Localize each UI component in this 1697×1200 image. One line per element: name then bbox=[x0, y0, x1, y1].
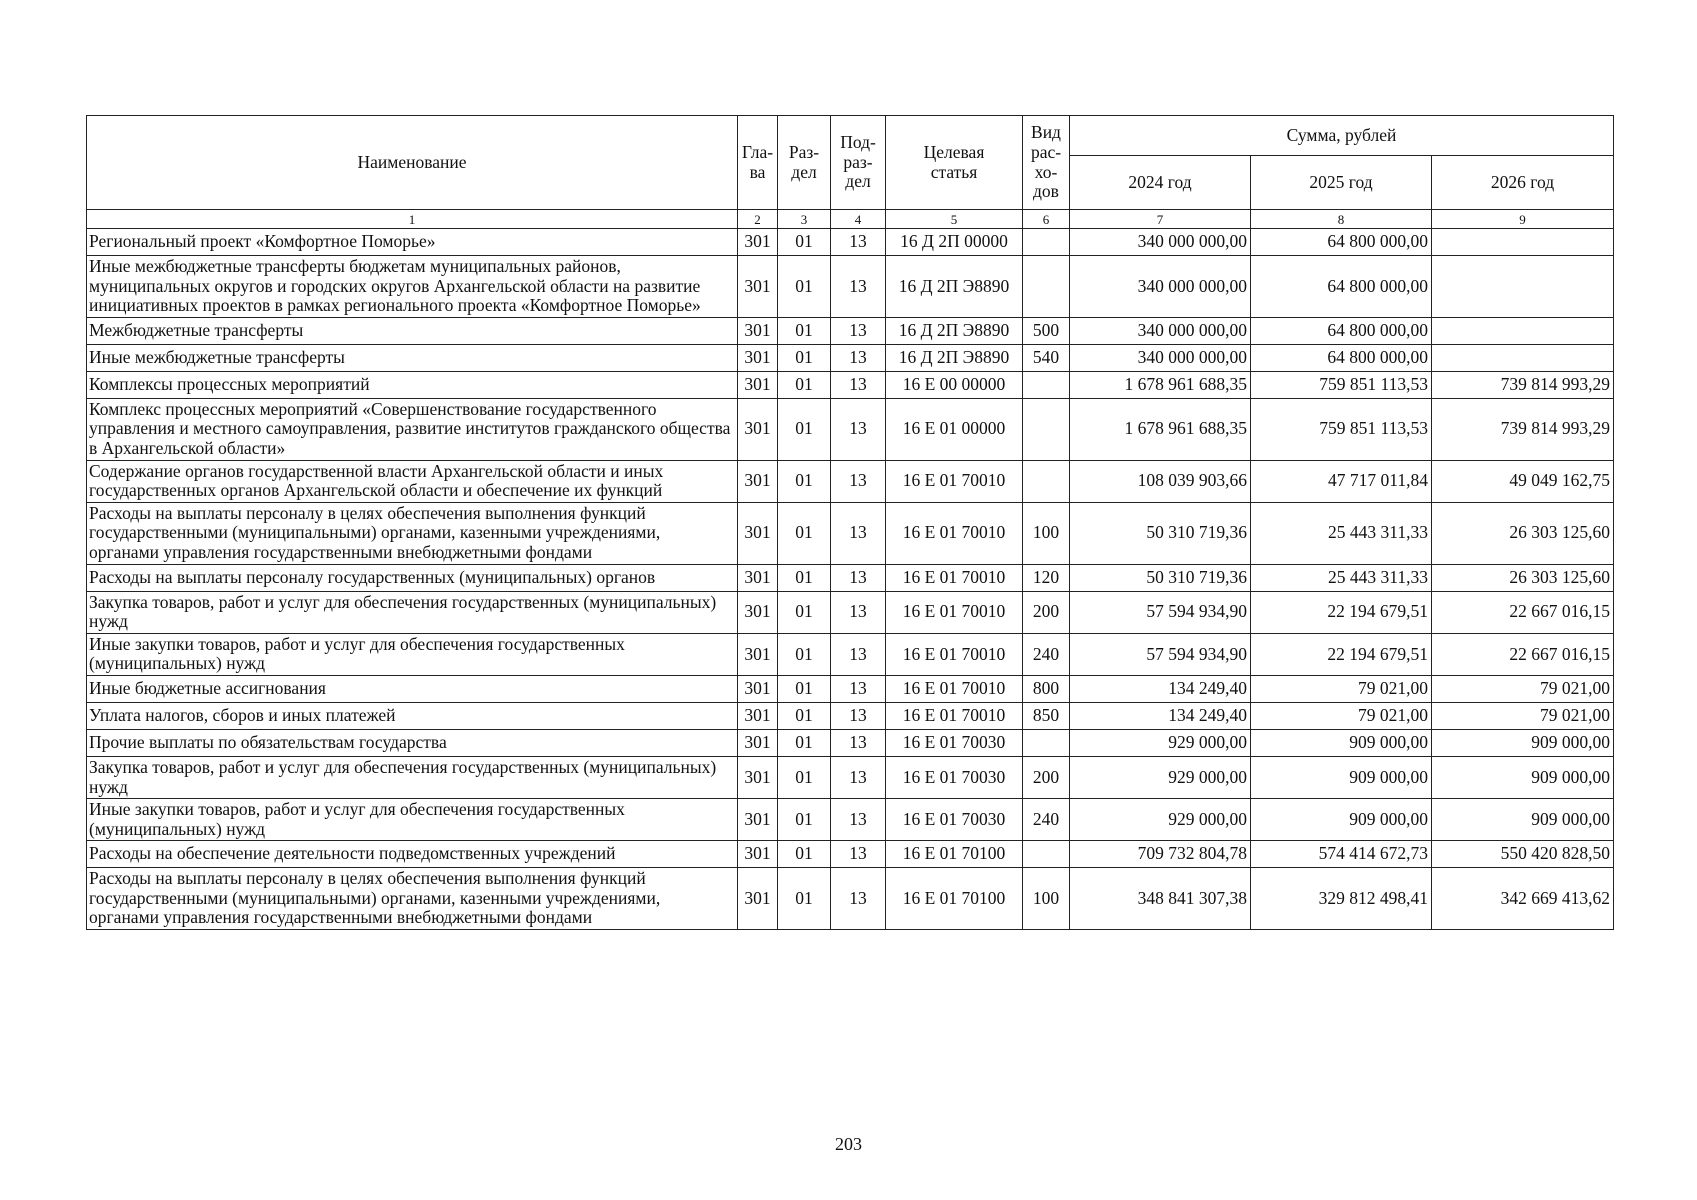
row-amount-2025: 909 000,00 bbox=[1251, 729, 1432, 756]
row-amount-2024: 929 000,00 bbox=[1070, 729, 1251, 756]
row-amount-2024: 108 039 903,66 bbox=[1070, 460, 1251, 502]
row-amount-2025: 79 021,00 bbox=[1251, 702, 1432, 729]
row-amount-2025: 909 000,00 bbox=[1251, 756, 1432, 798]
row-subsection: 13 bbox=[831, 633, 886, 675]
row-section: 01 bbox=[778, 371, 831, 398]
row-section: 01 bbox=[778, 502, 831, 564]
row-amount-2025: 329 812 498,41 bbox=[1251, 868, 1432, 930]
row-chapter: 301 bbox=[738, 633, 778, 675]
row-expense-type: 100 bbox=[1023, 868, 1070, 930]
row-name: Уплата налогов, сборов и иных платежей bbox=[87, 702, 738, 729]
row-expense-type: 200 bbox=[1023, 591, 1070, 633]
row-expense-type: 800 bbox=[1023, 675, 1070, 702]
row-amount-2024: 57 594 934,90 bbox=[1070, 633, 1251, 675]
row-section: 01 bbox=[778, 398, 831, 460]
row-amount-2026: 79 021,00 bbox=[1432, 702, 1614, 729]
row-target-code: 16 Е 01 70010 bbox=[886, 633, 1023, 675]
row-subsection: 13 bbox=[831, 841, 886, 868]
row-subsection: 13 bbox=[831, 371, 886, 398]
row-name: Расходы на выплаты персоналу государственных (муниципальных) органов bbox=[87, 564, 738, 591]
header-year-2025: 2025 год bbox=[1251, 156, 1432, 210]
row-target-code: 16 Д 2П Э8890 bbox=[886, 256, 1023, 318]
row-section: 01 bbox=[778, 591, 831, 633]
row-chapter: 301 bbox=[738, 675, 778, 702]
row-amount-2025: 25 443 311,33 bbox=[1251, 502, 1432, 564]
row-amount-2025: 909 000,00 bbox=[1251, 799, 1432, 841]
row-subsection: 13 bbox=[831, 256, 886, 318]
row-subsection: 13 bbox=[831, 502, 886, 564]
row-amount-2024: 50 310 719,36 bbox=[1070, 502, 1251, 564]
row-expense-type: 850 bbox=[1023, 702, 1070, 729]
row-amount-2024: 340 000 000,00 bbox=[1070, 317, 1251, 344]
row-target-code: 16 Е 01 70010 bbox=[886, 675, 1023, 702]
column-number: 7 bbox=[1070, 210, 1251, 229]
row-amount-2026: 26 303 125,60 bbox=[1432, 502, 1614, 564]
row-amount-2025: 64 800 000,00 bbox=[1251, 229, 1432, 256]
row-target-code: 16 Е 01 70030 bbox=[886, 729, 1023, 756]
row-chapter: 301 bbox=[738, 564, 778, 591]
row-subsection: 13 bbox=[831, 344, 886, 371]
row-chapter: 301 bbox=[738, 317, 778, 344]
row-amount-2025: 759 851 113,53 bbox=[1251, 398, 1432, 460]
row-amount-2025: 64 800 000,00 bbox=[1251, 317, 1432, 344]
header-year-2024: 2024 год bbox=[1070, 156, 1251, 210]
row-name: Прочие выплаты по обязательствам государства bbox=[87, 729, 738, 756]
row-amount-2026: 22 667 016,15 bbox=[1432, 633, 1614, 675]
row-section: 01 bbox=[778, 756, 831, 798]
row-subsection: 13 bbox=[831, 756, 886, 798]
table-row bbox=[87, 841, 1614, 868]
column-number: 8 bbox=[1251, 210, 1432, 229]
page-number: 203 bbox=[835, 1134, 862, 1154]
row-amount-2025: 759 851 113,53 bbox=[1251, 371, 1432, 398]
table-row bbox=[87, 729, 1614, 756]
row-target-code: 16 Д 2П Э8890 bbox=[886, 344, 1023, 371]
column-number: 1 bbox=[87, 210, 738, 229]
row-chapter: 301 bbox=[738, 799, 778, 841]
row-chapter: 301 bbox=[738, 371, 778, 398]
table-row bbox=[87, 398, 1614, 460]
table-row bbox=[87, 868, 1614, 930]
row-target-code: 16 Е 01 70010 bbox=[886, 591, 1023, 633]
table-row bbox=[87, 229, 1614, 256]
row-subsection: 13 bbox=[831, 591, 886, 633]
row-chapter: 301 bbox=[738, 729, 778, 756]
row-name: Расходы на обеспечение деятельности подведомственных учреждений bbox=[87, 841, 738, 868]
row-target-code: 16 Д 2П Э8890 bbox=[886, 317, 1023, 344]
row-name: Иные закупки товаров, работ и услуг для обеспечения государственных (муниципальных) нужд bbox=[87, 633, 738, 675]
row-target-code: 16 Е 01 70100 bbox=[886, 841, 1023, 868]
row-subsection: 13 bbox=[831, 460, 886, 502]
header-sum: Сумма, рублей bbox=[1070, 116, 1614, 156]
row-amount-2025: 79 021,00 bbox=[1251, 675, 1432, 702]
table-row bbox=[87, 344, 1614, 371]
row-section: 01 bbox=[778, 729, 831, 756]
row-amount-2024: 57 594 934,90 bbox=[1070, 591, 1251, 633]
row-amount-2026 bbox=[1432, 256, 1614, 318]
row-target-code: 16 Д 2П 00000 bbox=[886, 229, 1023, 256]
row-section: 01 bbox=[778, 564, 831, 591]
row-expense-type: 240 bbox=[1023, 799, 1070, 841]
row-expense-type: 540 bbox=[1023, 344, 1070, 371]
row-expense-type bbox=[1023, 371, 1070, 398]
row-name: Региональный проект «Комфортное Поморье» bbox=[87, 229, 738, 256]
row-section: 01 bbox=[778, 317, 831, 344]
row-target-code: 16 Е 01 70030 bbox=[886, 756, 1023, 798]
row-chapter: 301 bbox=[738, 591, 778, 633]
row-amount-2026: 909 000,00 bbox=[1432, 756, 1614, 798]
row-section: 01 bbox=[778, 841, 831, 868]
row-amount-2024: 340 000 000,00 bbox=[1070, 256, 1251, 318]
row-amount-2026: 22 667 016,15 bbox=[1432, 591, 1614, 633]
table-row bbox=[87, 564, 1614, 591]
column-number: 2 bbox=[738, 210, 778, 229]
row-target-code: 16 Е 01 70010 bbox=[886, 460, 1023, 502]
row-amount-2024: 50 310 719,36 bbox=[1070, 564, 1251, 591]
header-expense-type: Вид рас- хо- дов bbox=[1023, 116, 1070, 210]
row-name: Комплексы процессных мероприятий bbox=[87, 371, 738, 398]
row-amount-2026 bbox=[1432, 317, 1614, 344]
table-row bbox=[87, 702, 1614, 729]
row-subsection: 13 bbox=[831, 398, 886, 460]
row-chapter: 301 bbox=[738, 256, 778, 318]
row-expense-type: 200 bbox=[1023, 756, 1070, 798]
table-body bbox=[87, 229, 1614, 930]
budget-table bbox=[86, 115, 1614, 930]
row-target-code: 16 Е 00 00000 bbox=[886, 371, 1023, 398]
row-expense-type bbox=[1023, 256, 1070, 318]
row-expense-type: 240 bbox=[1023, 633, 1070, 675]
row-section: 01 bbox=[778, 868, 831, 930]
row-amount-2025: 47 717 011,84 bbox=[1251, 460, 1432, 502]
row-name: Иные межбюджетные трансферты бюджетам муниципальных районов, муниципальных округов и городских округов Архангельской области на развитие инициативных проектов в рамках регионального проекта «Комфортное Поморье» bbox=[87, 256, 738, 318]
row-name: Комплекс процессных мероприятий «Совершенствование государственного управления и местного самоуправления, развитие институтов гражданского общества в Архангельской области» bbox=[87, 398, 738, 460]
row-amount-2026 bbox=[1432, 344, 1614, 371]
row-subsection: 13 bbox=[831, 675, 886, 702]
row-amount-2026: 909 000,00 bbox=[1432, 799, 1614, 841]
table-row bbox=[87, 799, 1614, 841]
row-expense-type bbox=[1023, 229, 1070, 256]
row-chapter: 301 bbox=[738, 229, 778, 256]
table-row bbox=[87, 371, 1614, 398]
row-subsection: 13 bbox=[831, 229, 886, 256]
row-subsection: 13 bbox=[831, 702, 886, 729]
row-name: Иные закупки товаров, работ и услуг для обеспечения государственных (муниципальных) нужд bbox=[87, 799, 738, 841]
row-amount-2025: 574 414 672,73 bbox=[1251, 841, 1432, 868]
row-chapter: 301 bbox=[738, 868, 778, 930]
row-section: 01 bbox=[778, 702, 831, 729]
row-section: 01 bbox=[778, 460, 831, 502]
row-section: 01 bbox=[778, 799, 831, 841]
row-subsection: 13 bbox=[831, 564, 886, 591]
row-chapter: 301 bbox=[738, 398, 778, 460]
row-amount-2026: 739 814 993,29 bbox=[1432, 398, 1614, 460]
table-row bbox=[87, 502, 1614, 564]
row-name: Иные бюджетные ассигнования bbox=[87, 675, 738, 702]
row-amount-2026 bbox=[1432, 229, 1614, 256]
row-expense-type: 100 bbox=[1023, 502, 1070, 564]
row-expense-type: 120 bbox=[1023, 564, 1070, 591]
header-section: Раз- дел bbox=[778, 116, 831, 210]
row-target-code: 16 Е 01 70010 bbox=[886, 502, 1023, 564]
header-target: Целевая статья bbox=[886, 116, 1023, 210]
row-amount-2026: 79 021,00 bbox=[1432, 675, 1614, 702]
table-row bbox=[87, 633, 1614, 675]
row-section: 01 bbox=[778, 633, 831, 675]
row-amount-2024: 340 000 000,00 bbox=[1070, 344, 1251, 371]
row-amount-2024: 929 000,00 bbox=[1070, 756, 1251, 798]
row-amount-2024: 348 841 307,38 bbox=[1070, 868, 1251, 930]
row-section: 01 bbox=[778, 675, 831, 702]
header-chapter: Гла- ва bbox=[738, 116, 778, 210]
row-section: 01 bbox=[778, 256, 831, 318]
row-chapter: 301 bbox=[738, 460, 778, 502]
row-chapter: 301 bbox=[738, 756, 778, 798]
row-target-code: 16 Е 01 70010 bbox=[886, 702, 1023, 729]
row-target-code: 16 Е 01 70030 bbox=[886, 799, 1023, 841]
column-number: 5 bbox=[886, 210, 1023, 229]
row-chapter: 301 bbox=[738, 841, 778, 868]
header-subsection: Под- раз- дел bbox=[831, 116, 886, 210]
row-subsection: 13 bbox=[831, 729, 886, 756]
row-subsection: 13 bbox=[831, 317, 886, 344]
row-amount-2024: 709 732 804,78 bbox=[1070, 841, 1251, 868]
table-row bbox=[87, 256, 1614, 318]
row-subsection: 13 bbox=[831, 868, 886, 930]
row-target-code: 16 Е 01 70010 bbox=[886, 564, 1023, 591]
row-expense-type bbox=[1023, 729, 1070, 756]
row-chapter: 301 bbox=[738, 702, 778, 729]
row-chapter: 301 bbox=[738, 502, 778, 564]
row-name: Закупка товаров, работ и услуг для обеспечения государственных (муниципальных) нужд bbox=[87, 591, 738, 633]
table-row bbox=[87, 675, 1614, 702]
table-row bbox=[87, 591, 1614, 633]
header-name: Наименование bbox=[87, 116, 738, 210]
row-amount-2024: 340 000 000,00 bbox=[1070, 229, 1251, 256]
row-amount-2024: 134 249,40 bbox=[1070, 702, 1251, 729]
row-amount-2026: 26 303 125,60 bbox=[1432, 564, 1614, 591]
header-year-2026: 2026 год bbox=[1432, 156, 1614, 210]
row-target-code: 16 Е 01 00000 bbox=[886, 398, 1023, 460]
column-number: 4 bbox=[831, 210, 886, 229]
row-amount-2026: 739 814 993,29 bbox=[1432, 371, 1614, 398]
row-expense-type bbox=[1023, 841, 1070, 868]
row-subsection: 13 bbox=[831, 799, 886, 841]
row-amount-2025: 64 800 000,00 bbox=[1251, 344, 1432, 371]
row-section: 01 bbox=[778, 229, 831, 256]
row-amount-2026: 342 669 413,62 bbox=[1432, 868, 1614, 930]
row-amount-2024: 1 678 961 688,35 bbox=[1070, 371, 1251, 398]
row-expense-type bbox=[1023, 398, 1070, 460]
row-name: Расходы на выплаты персоналу в целях обеспечения выполнения функций государственными (муниципальными) органами, казенными учреждениями, органами управления государственными внебюджетными фондами bbox=[87, 868, 738, 930]
row-name: Закупка товаров, работ и услуг для обеспечения государственных (муниципальных) нужд bbox=[87, 756, 738, 798]
row-amount-2024: 1 678 961 688,35 bbox=[1070, 398, 1251, 460]
row-amount-2025: 25 443 311,33 bbox=[1251, 564, 1432, 591]
row-amount-2025: 64 800 000,00 bbox=[1251, 256, 1432, 318]
row-amount-2026: 909 000,00 bbox=[1432, 729, 1614, 756]
row-expense-type: 500 bbox=[1023, 317, 1070, 344]
row-name: Расходы на выплаты персоналу в целях обеспечения выполнения функций государственными (муниципальными) органами, казенными учреждениями, органами управления государственными внебюджетными фондами bbox=[87, 502, 738, 564]
table-row bbox=[87, 756, 1614, 798]
table-row bbox=[87, 460, 1614, 502]
row-amount-2024: 929 000,00 bbox=[1070, 799, 1251, 841]
row-amount-2026: 49 049 162,75 bbox=[1432, 460, 1614, 502]
row-amount-2025: 22 194 679,51 bbox=[1251, 633, 1432, 675]
row-expense-type bbox=[1023, 460, 1070, 502]
row-amount-2024: 134 249,40 bbox=[1070, 675, 1251, 702]
row-amount-2025: 22 194 679,51 bbox=[1251, 591, 1432, 633]
row-name: Межбюджетные трансферты bbox=[87, 317, 738, 344]
column-number: 6 bbox=[1023, 210, 1070, 229]
table-row bbox=[87, 317, 1614, 344]
row-amount-2026: 550 420 828,50 bbox=[1432, 841, 1614, 868]
row-target-code: 16 Е 01 70100 bbox=[886, 868, 1023, 930]
column-number: 3 bbox=[778, 210, 831, 229]
row-section: 01 bbox=[778, 344, 831, 371]
row-chapter: 301 bbox=[738, 344, 778, 371]
row-name: Иные межбюджетные трансферты bbox=[87, 344, 738, 371]
column-number: 9 bbox=[1432, 210, 1614, 229]
row-name: Содержание органов государственной власти Архангельской области и иных государственных органов Архангельской области и обеспечение их функций bbox=[87, 460, 738, 502]
